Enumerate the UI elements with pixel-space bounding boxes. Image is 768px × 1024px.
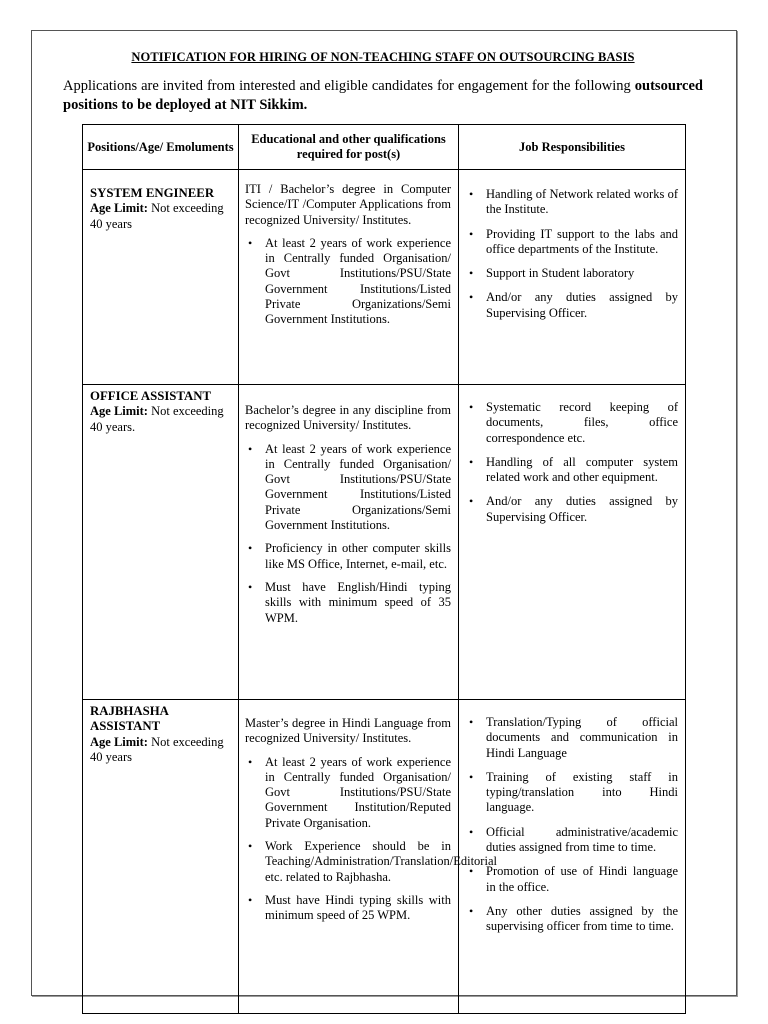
header-qualifications: Educational and other qualifications required for post(s)	[239, 125, 459, 170]
list-item: • Work Experience should be in Teaching/Administration/Translation/Editorial etc. related to Rajbhasha.	[245, 839, 451, 885]
list-item: • At least 2 years of work experience in Centrally funded Organisation/ Govt Institutions/PSU/State Government Institution/Reputed Private Organisation.	[245, 755, 451, 831]
age-limit-label: Age Limit:	[90, 734, 148, 749]
qualification-list	[245, 442, 451, 626]
notification-title: NOTIFICATION FOR HIRING OF NON-TEACHING STAFF ON OUTSOURCING BASIS	[131, 50, 635, 64]
list-item: • Official administrative/academic duties assigned from time to time.	[466, 825, 678, 856]
table-row	[83, 170, 686, 385]
list-item: • Proficiency in other computer skills like MS Office, Internet, e-mail, etc.	[245, 541, 451, 572]
responsibilities-list	[466, 187, 678, 321]
position-name: RAJBHASHA ASSISTANT	[90, 704, 169, 734]
header-positions: Positions/Age/ Emoluments	[83, 125, 239, 170]
position-cell	[83, 170, 239, 385]
table-row	[83, 700, 686, 1014]
position-name: OFFICE ASSISTANT	[90, 389, 212, 403]
list-item: • Handling of all computer system related work and other equipment.	[466, 455, 678, 486]
qualification-text: Master’s degree in Hindi Language from recognized University/ Institutes.	[245, 716, 451, 746]
list-item: • At least 2 years of work experience in Centrally funded Organisation/ Govt Institutions/PSU/State Government Institutions/Listed Private Organizations/Semi Government Institutions.	[245, 236, 451, 328]
qualification-cell	[239, 170, 459, 385]
list-item: • Support in Student laboratory	[466, 266, 678, 281]
qualification-list	[245, 236, 451, 328]
table-row	[83, 385, 686, 700]
positions-table	[82, 124, 686, 1014]
list-item: • Must have English/Hindi typing skills with minimum speed of 35 WPM.	[245, 580, 451, 626]
list-item: • Systematic record keeping of documents, files, office correspondence etc.	[466, 400, 678, 446]
header-responsibilities: Job Responsibilities	[459, 125, 686, 170]
qualification-cell	[239, 385, 459, 700]
list-item: • Handling of Network related works of the Institute.	[466, 187, 678, 218]
position-cell	[83, 385, 239, 700]
list-item: • And/or any duties assigned by Supervising Officer.	[466, 494, 678, 525]
age-limit-value: Not exceeding 40 years	[90, 201, 224, 231]
responsibilities-list	[466, 715, 678, 935]
list-item: • Promotion of use of Hindi language in the office.	[466, 864, 678, 895]
list-item: • Training of existing staff in typing/translation into Hindi language.	[466, 770, 678, 816]
list-item: • Any other duties assigned by the supervising officer from time to time.	[466, 904, 678, 935]
intro-text: Applications are invited from interested and eligible candidates for engagement for the following	[63, 78, 631, 94]
list-item: • At least 2 years of work experience in Centrally funded Organisation/ Govt Institutions/PSU/State Government Institutions/Listed Private Organizations/Semi Government Institutions.	[245, 442, 451, 534]
list-item: • And/or any duties assigned by Supervising Officer.	[466, 290, 678, 321]
age-limit-value: Not exceeding 40 years	[90, 734, 224, 764]
list-item: • Must have Hindi typing skills with minimum speed of 25 WPM.	[245, 893, 451, 924]
age-limit-label: Age Limit:	[90, 404, 148, 419]
qualification-text: ITI / Bachelor’s degree in Computer Science/IT /Computer Applications from recognized University/ Institutes.	[245, 182, 451, 227]
position-name: SYSTEM ENGINEER	[90, 186, 215, 200]
intro-paragraph	[63, 77, 703, 115]
responsibilities-cell	[459, 385, 686, 700]
intro-bold-text: outsourced positions to be deployed at NIT Sikkim.	[63, 78, 703, 113]
responsibilities-list	[466, 400, 678, 525]
position-cell	[83, 700, 239, 1014]
responsibilities-cell	[459, 170, 686, 385]
qualification-cell	[239, 700, 497, 1014]
qualification-list	[245, 754, 497, 924]
table-header-row	[83, 125, 686, 170]
qualification-text: Bachelor’s degree in any discipline from recognized University/ Institutes.	[245, 403, 451, 433]
list-item: • Providing IT support to the labs and office departments of the Institute.	[466, 227, 678, 258]
age-limit-value: Not exceeding 40 years.	[90, 404, 224, 434]
age-limit-label: Age Limit:	[90, 201, 148, 216]
list-item: • Translation/Typing of official documents and communication in Hindi Language	[466, 715, 678, 761]
